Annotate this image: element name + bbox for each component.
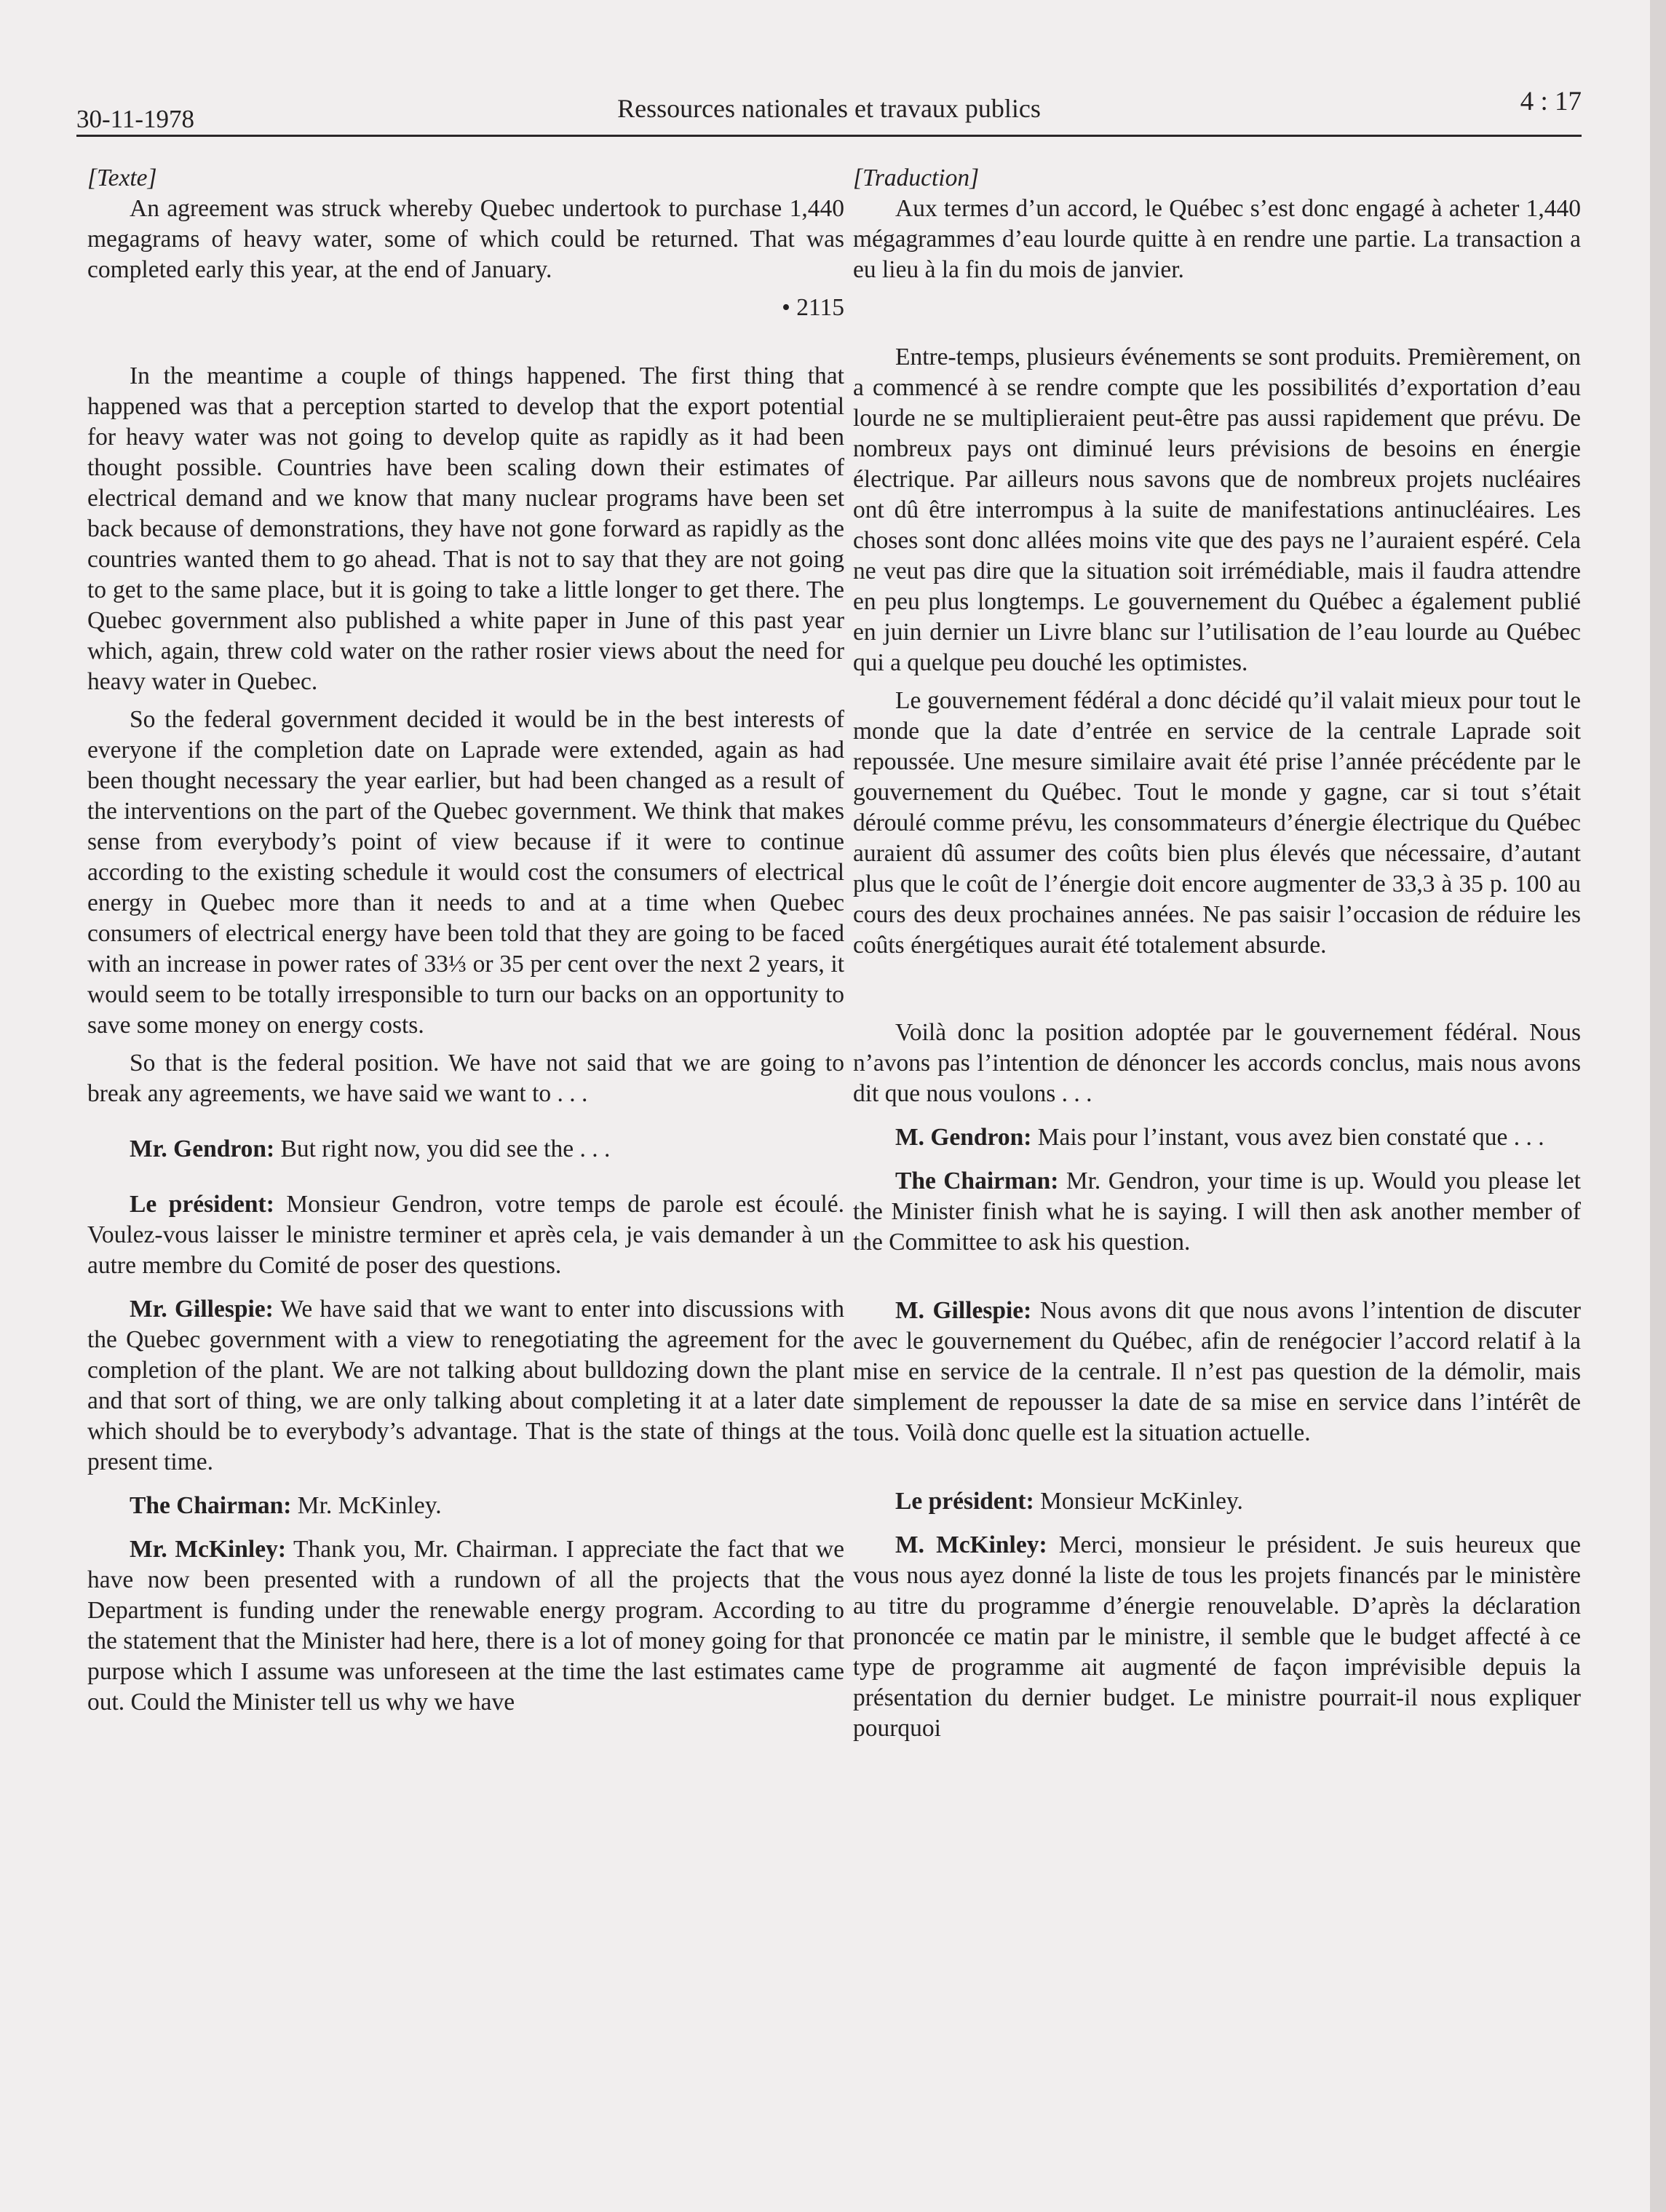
speech (87, 1534, 844, 1718)
speech-text: Mais pour l’instant, vous avez bien constaté que . . . (1031, 1124, 1544, 1151)
paragraph: An agreement was struck whereby Quebec undertook to purchase 1,440 megagrams of heavy water, some of which could be returned. That was completed early this year, at the end of January. (87, 195, 844, 283)
speaker-name: Mr. McKinley: (130, 1536, 286, 1563)
speech-text: But right now, you did see the . . . (274, 1135, 611, 1162)
paragraph: Voilà donc la position adoptée par le gouvernement fédéral. Nous n’avons pas l’intention de dénoncer les accords conclus, mais nous avons dit que nous voulons . . . (853, 1019, 1581, 1107)
speaker-name: The Chairman: (895, 1168, 1059, 1194)
speaker-name: M. Gillespie: (895, 1297, 1032, 1324)
paragraph: Aux termes d’un accord, le Québec s’est donc engagé à acheter 1,440 mégagrammes d’eau lourde quitte à en rendre une partie. La transaction a eu lieu à la fin du mois de janvier. (853, 195, 1581, 283)
speech (87, 1134, 844, 1165)
speaker-name: Mr. Gillespie: (130, 1296, 274, 1323)
translation-label: [Traduction] (853, 164, 980, 191)
speech-text: Monsieur Gendron, votre temps de parole est écoulé. Voulez-vous laisser le ministre terminer et après cela, je vais demander à un autre membre du Comité de poser des questions. (87, 1191, 844, 1279)
header-title: Ressources nationales et travaux publics (617, 94, 1041, 123)
speech (87, 1189, 844, 1281)
header-page-number: 4 : 17 (1520, 87, 1582, 116)
speaker-name: M. Gendron: (895, 1124, 1032, 1151)
paragraph: So that is the federal position. We have not said that we are going to break any agreements, we have said we want to . . . (87, 1050, 844, 1107)
time-marker: • 2115 (782, 294, 844, 321)
speech (853, 1530, 1581, 1744)
speaker-name: Le président: (895, 1488, 1034, 1515)
header-date: 30-11-1978 (76, 105, 195, 133)
speech-text: Mr. McKinley. (291, 1492, 442, 1519)
speech-text: Mr. Gendron, your time is up. Would you please let the Minister finish what he is saying. I will then ask another member of the Committee to ask his question. (853, 1168, 1581, 1256)
running-header (76, 86, 1582, 137)
speech (87, 1294, 844, 1478)
text-label: [Texte] (87, 164, 157, 191)
speech-text: We have said that we want to enter into discussions with the Quebec government with a view to renegotiating the agreement for the completion of the plant. We are not talking about bulldozing down the plant and that sort of thing, we are only talking about completing it at a later date which should be to everybody’s advantage. That is the state of things at the present time. (87, 1296, 844, 1475)
speech-text: Monsieur McKinley. (1034, 1488, 1243, 1515)
speech-text: Nous avons dit que nous avons l’intention de discuter avec le gouvernement du Québec, afin de renégocier l’accord relatif à la mise en service de la centrale. Il n’est pas question de la démolir, mais simplement de repousser la date de sa mise en service dans l’intérêt de tous. Voilà donc quelle est la situation actuelle. (853, 1297, 1582, 1446)
paragraph: Le gouvernement fédéral a donc décidé qu’il valait mieux pour tout le monde que la date d’entrée en service de la centrale Laprade soit repoussée. Une mesure similaire avait été prise l’année précédente par le gouvernement du Québec. Tout le monde y gagne, car si tout s’était déroulé comme prévu, les consommateurs d’énergie électrique du Québec auraient dû assumer des coûts bien plus élevés que nécessaire, d’autant plus que le coût de l’énergie doit encore augmenter de 33,3 à 35 p. 100 au cours des deux prochaines années. Ne pas saisir l’occasion de réduire les coûts énergétiques aurait été totalement absurde. (853, 687, 1581, 959)
page-edge (1650, 0, 1666, 2212)
header-rule (76, 135, 1582, 137)
speaker-name: Le président: (130, 1191, 274, 1218)
paragraph: In the meantime a couple of things happened. The first thing that happened was that a perception started to develop that the export potential for heavy water was not going to develop quite as rapidly as it had been thought possible. Countries have been scaling down their estimates of electrical demand and we know that many nuclear programs have been set back because of demonstrations, they have not gone forward as rapidly as the countries wanted them to go ahead. That is not to say that they are not going to get to the same place, but it is going to take a little longer to get there. The Quebec government also published a white paper in June of this past year which, again, threw cold water on the rather rosier views about the need for heavy water in Quebec. (87, 362, 844, 695)
english-column (87, 163, 844, 1718)
speech (853, 1486, 1581, 1517)
speaker-name: The Chairman: (130, 1492, 292, 1519)
speech-text: Merci, monsieur le président. Je suis heureux que vous nous ayez donné la liste de tous les projets financés par le ministère au titre du programme d’énergie renouvelable. D’après la déclaration prononcée ce matin par le ministre, il semble que le budget affecté à ce type de programme ait augmenté de façon imprévisible depuis la présentation du dernier budget. Le ministre pourrait-il nous expliquer pourquoi (853, 1531, 1582, 1742)
speech (853, 1122, 1581, 1153)
paragraph: So the federal government decided it would be in the best interests of everyone if the completion date on Laprade were extended, again as had been thought necessary the year earlier, but had been changed as a result of the interventions on the part of the Quebec government. We think that makes sense from everybody’s point of view because if it were to continue according to the existing schedule it would cost the consumers of electrical energy in Quebec more than it needs to and at a time when Quebec consumers of electrical energy have been told that they are going to be faced with an increase in power rates of 33⅓ or 35 per cent over the next 2 years, it would seem to be totally irresponsible to turn our backs on an opportunity to save some money on energy costs. (87, 706, 844, 1039)
speech (87, 1491, 844, 1521)
paragraph: Entre-temps, plusieurs événements se sont produits. Premièrement, on a commencé à se rendre compte que les possibilités d’exportation d’eau lourde ne se multiplieraient peut-être pas aussi rapidement que prévu. De nombreux pays ont diminué leurs prévisions de besoins en énergie électrique. Par ailleurs nous savons que de nombreux projets nucléaires ont dû être interrompus à la suite de manifestations antinucléaires. Les choses sont donc allées moins vite que des pays ne l’auraient espéré. Cela ne veut pas dire que la situation soit irrémédiable, mais il faudra attendre en peu plus longtemps. Le gouvernement du Québec a également publié en juin dernier un Livre blanc sur l’utilisation de l’eau lourde au Québec qui a quelque peu douché les optimistes. (853, 344, 1581, 676)
speaker-name: M. McKinley: (895, 1531, 1047, 1558)
speech (853, 1296, 1581, 1448)
speech (853, 1166, 1581, 1258)
speech-text: Thank you, Mr. Chairman. I appreciate the fact that we have now been presented with a rundown of all the projects that the Department is funding under the renewable energy program. According to the statement that the Minister had here, there is a lot of money going for that purpose which I assume was unforeseen at the time the last estimates came out. Could the Minister tell us why we have (87, 1536, 844, 1716)
speaker-name: Mr. Gendron: (130, 1135, 275, 1162)
french-column (853, 163, 1581, 1744)
